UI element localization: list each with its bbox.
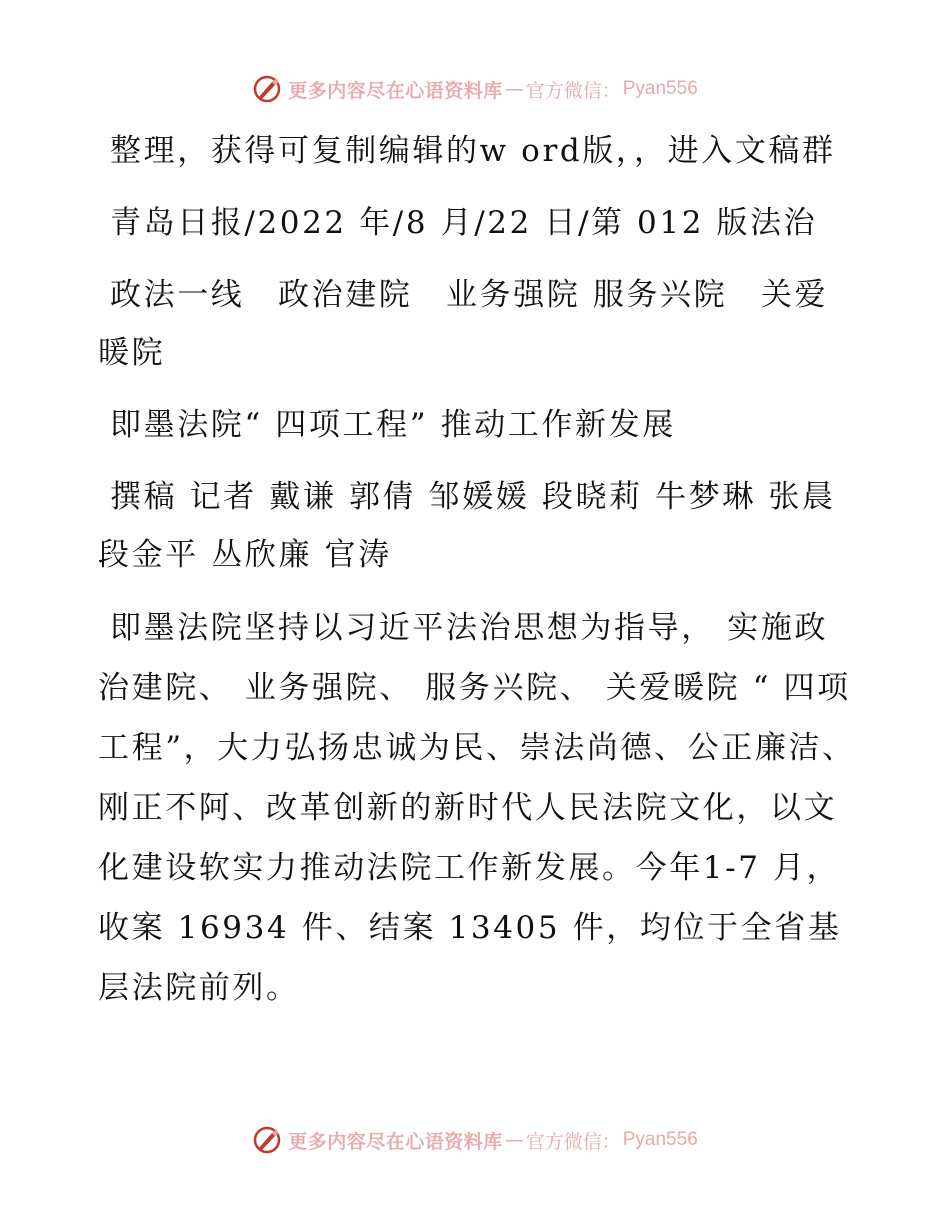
header-watermark [0,72,950,106]
watermark-separator: — [504,1129,524,1151]
body-paragraph: 即墨法院坚持以习近平法治思想为指导， 实施政治建院、 业务强院、 服务兴院、 关爱暖院 “ 四项工程”，大力弘扬忠诚为民、崇法尚德、公正廉洁、刚正不阿、改革创新的新时代人民法院文化，以文化建设软实力推动法院工作新发展。今年1-7 月，收案 16934 件、结案 13405 件，均位于全省基层法院前列。 [98,610,856,1006]
watermark-wechat-id: Pyan556 [622,78,698,99]
watermark-site-text: 更多内容尽在心语资料库 [288,79,503,102]
watermark-separator: — [504,78,524,100]
watermark-wechat-id: Pyan556 [622,1129,698,1150]
watermark-wechat-label: 官方微信： [525,79,621,102]
quill-logo-icon [252,74,282,104]
document-body [98,122,858,1032]
byline: 撰稿 记者 戴谦 郭倩 邹媛媛 段晓莉 牛梦琳 张晨 段金平 丛欣廉 官涛 [98,479,836,573]
watermark-site-text: 更多内容尽在心语资料库 [288,1130,503,1153]
article-title: 即墨法院“ 四项工程” 推动工作新发展 [110,407,676,443]
source-line: 青岛日报/2022 年/8 月/22 日/第 012 版法治 [110,205,818,241]
intro-paragraph: 整理，获得可复制编辑的w ord版，，进入文稿群 [110,133,836,169]
quill-logo-icon [252,1125,282,1155]
section-tagline: 政法一线 政治建院 业务强院 服务兴院 关爱暖院 [98,277,829,371]
watermark-wechat-label: 官方微信： [525,1130,621,1153]
footer-watermark [0,1123,950,1157]
